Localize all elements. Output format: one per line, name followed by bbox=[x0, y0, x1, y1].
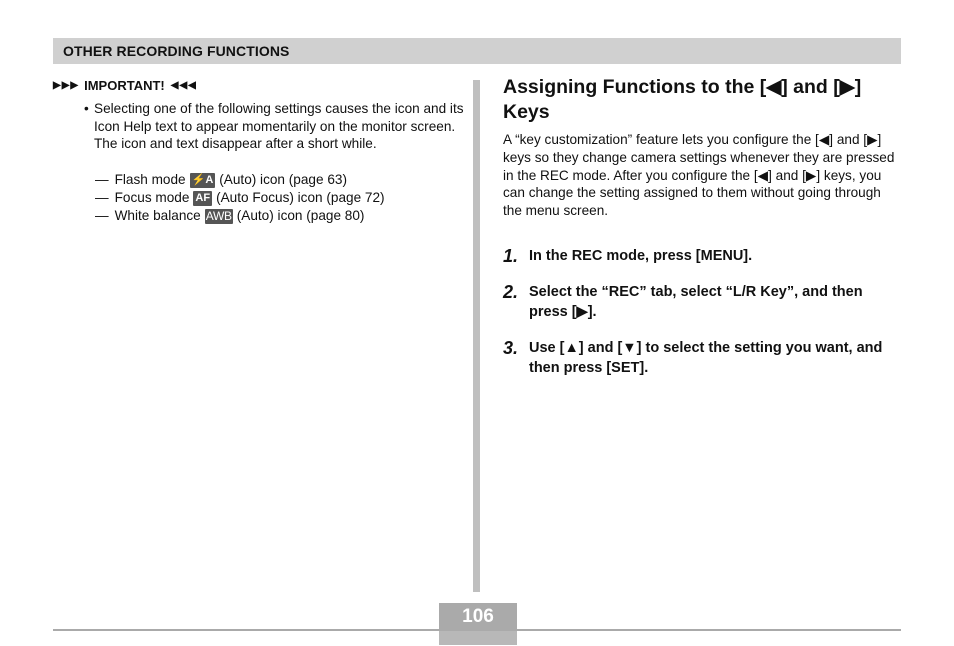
page-number: 106 bbox=[462, 606, 494, 627]
left-arrows-icon: ◀ ◀ ◀ bbox=[170, 79, 196, 91]
section-intro: A “key customization” feature lets you configure the [◀] and [▶] keys so they change camera settings whenever they are pressed in the REC mode. After you configure the [◀] and [▶] keys, you can change the setting assigned to them without going through the menu screen. bbox=[503, 132, 895, 219]
step-text: Select the “REC” tab, select “L/R Key”, and then press [▶]. bbox=[529, 284, 863, 320]
auto-focus-icon: AF bbox=[195, 191, 211, 204]
step-number: 2. bbox=[503, 282, 519, 302]
bullet-icon: • bbox=[84, 101, 89, 116]
list-item: — Focus mode AF (Auto Focus) icon (page 72) bbox=[95, 190, 385, 205]
important-label: IMPORTANT! bbox=[84, 78, 165, 93]
right-arrows-icon: ▶ ▶ ▶ bbox=[53, 79, 79, 91]
white-balance-auto-icon: AWB bbox=[205, 208, 232, 223]
important-bullet-text: Selecting one of the following settings causes the icon and its Icon Help text to appear momentarily on the monitor screen. The icon and text disappear after a short while. bbox=[94, 101, 464, 151]
step-number: 3. bbox=[503, 338, 519, 358]
icon-list bbox=[95, 171, 385, 225]
list-item: — Flash mode ⚡A (Auto) icon (page 63) bbox=[95, 172, 347, 187]
step-text: Use [▲] and [▼] to select the setting you want, and then press [SET]. bbox=[529, 340, 883, 376]
step-3 bbox=[503, 338, 898, 378]
column-divider bbox=[473, 80, 480, 592]
flash-auto-icon: ⚡A bbox=[191, 173, 214, 186]
important-heading bbox=[53, 78, 196, 93]
step-2 bbox=[503, 282, 898, 322]
section-title: Assigning Functions to the [◀] and [▶] Keys bbox=[503, 76, 862, 123]
step-text: In the REC mode, press [MENU]. bbox=[529, 248, 753, 264]
footer-rule bbox=[53, 629, 901, 631]
list-item: — White balance AWB (Auto) icon (page 80) bbox=[95, 208, 365, 223]
important-note bbox=[84, 100, 464, 153]
section-header-bar bbox=[53, 38, 901, 64]
step-number: 1. bbox=[503, 246, 519, 266]
section-header-title: OTHER RECORDING FUNCTIONS bbox=[63, 43, 290, 59]
step-1 bbox=[503, 246, 898, 266]
